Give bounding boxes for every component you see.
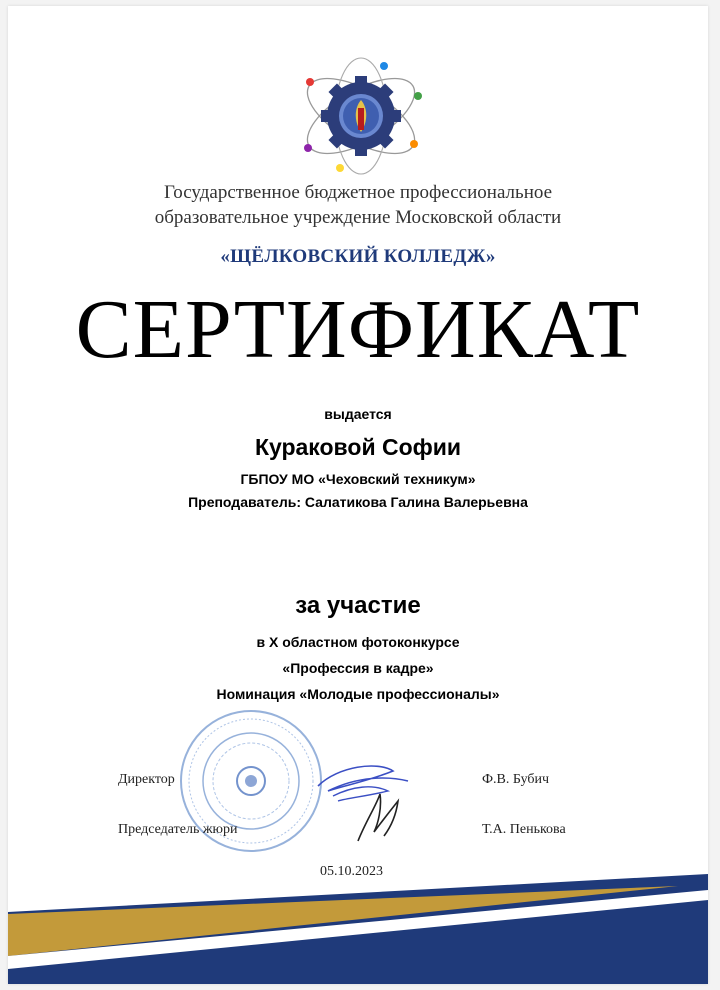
director-name: Ф.В. Бубич — [482, 772, 550, 787]
teacher-line: Преподаватель: Салатикова Галина Валерьевна — [188, 494, 528, 510]
college-logo-icon — [296, 56, 426, 176]
contest-name: «Профессия в кадре» — [282, 660, 434, 676]
certificate-sheet — [8, 6, 708, 984]
certificate-date: 05.10.2023 — [320, 864, 383, 879]
recipient-name: Кураковой Софии — [254, 434, 462, 460]
participation-heading: за участие — [295, 592, 421, 619]
certificate-title: СЕРТИФИКАТ — [75, 283, 641, 376]
director-role: Директор — [118, 772, 175, 787]
issued-to-label: выдается — [324, 406, 392, 422]
college-name: «ЩЁЛКОВСКИЙ КОЛЛЕДЖ» — [220, 246, 496, 267]
institution-line-2: образовательное учреждение Московской области — [154, 207, 562, 228]
jury-role: Председатель жюри — [118, 822, 238, 837]
institution-line-1: Государственное бюджетное профессиональное — [163, 182, 553, 203]
decorative-bands — [8, 874, 708, 984]
jury-name: Т.А. Пенькова — [482, 822, 566, 837]
handwritten-signature-icon — [298, 746, 418, 846]
recipient-organization: ГБПОУ МО «Чеховский техникум» — [240, 471, 476, 487]
nomination-line: Номинация «Молодые профессионалы» — [216, 686, 500, 702]
contest-line: в X областном фотоконкурсе — [256, 634, 460, 650]
